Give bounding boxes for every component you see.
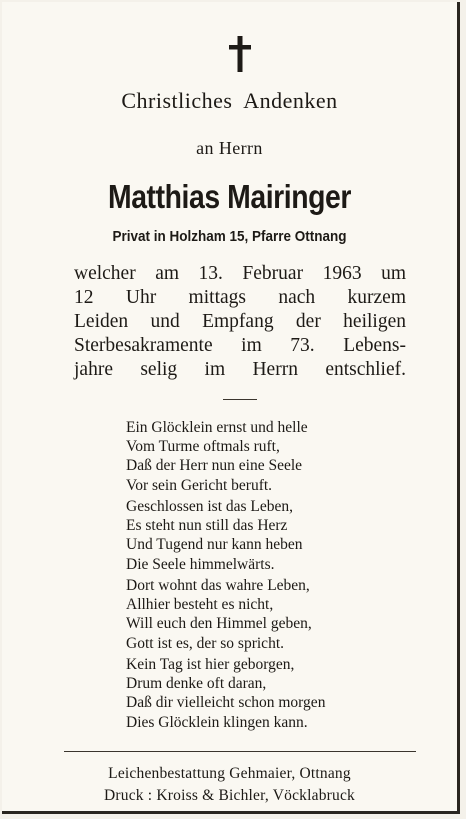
- salutation: an Herrn: [196, 138, 263, 158]
- obituary-line: Sterbesakramente im 73. Lebens-: [74, 335, 406, 356]
- obituary-text: [74, 262, 406, 382]
- verse-line: Die Seele himmelwärts.: [126, 555, 275, 573]
- verse-line: Gott ist es, der so spricht.: [126, 634, 284, 652]
- obituary-line: 12 Uhr mittags nach kurzem: [74, 287, 406, 308]
- verse-line: Daß der Herr nun eine Seele: [126, 457, 303, 475]
- verse-line: Allhier besteht es nicht,: [126, 596, 274, 614]
- verse-line: Vor sein Gericht beruft.: [126, 476, 273, 494]
- card-heading: Christliches Andenken: [121, 88, 338, 113]
- verse-line: Ein Glöcklein ernst und helle: [126, 419, 308, 436]
- verse-line: Es steht nun still das Herz: [126, 517, 288, 535]
- obituary-line: Leiden und Empfang der heiligen: [74, 311, 406, 332]
- verse-stanza: [126, 418, 406, 495]
- obituary-line: welcher am 13. Februar 1963 um: [74, 263, 406, 284]
- verse-stanza: [126, 655, 406, 732]
- deceased-name: Matthias Mairinger: [107, 178, 352, 215]
- verse-line: Kein Tag ist hier geborgen,: [126, 656, 295, 673]
- verse-line: Geschlossen ist das Leben,: [126, 498, 294, 515]
- cross-icon: [226, 36, 254, 72]
- printer-credit: Druck : Kroiss & Bichler, Vöcklabruck: [104, 787, 355, 804]
- verse-line: Will euch den Himmel geben,: [126, 615, 312, 633]
- divider: [223, 399, 257, 400]
- memorial-card: [2, 2, 460, 814]
- verse-line: Drum denke oft daran,: [126, 675, 267, 693]
- verse-line: Dies Glöcklein klingen kann.: [126, 713, 308, 731]
- verse-line: Und Tugend nur kann heben: [126, 536, 303, 554]
- verse-line: Vom Turme oftmals ruft,: [126, 438, 280, 456]
- deceased-description: Privat in Holzham 15, Pfarre Ottnang: [112, 228, 347, 245]
- undertaker-credit: Leichenbestattung Gehmaier, Ottnang: [108, 765, 351, 782]
- verse-stanza: [126, 576, 406, 653]
- verse-line: Dort wohnt das wahre Leben,: [126, 577, 310, 594]
- verse-stanza: [126, 497, 406, 574]
- footer-divider: [64, 751, 416, 752]
- obituary-line: jahre selig im Herrn entschlief.: [74, 359, 406, 380]
- verse-line: Daß dir vielleicht schon morgen: [126, 694, 326, 712]
